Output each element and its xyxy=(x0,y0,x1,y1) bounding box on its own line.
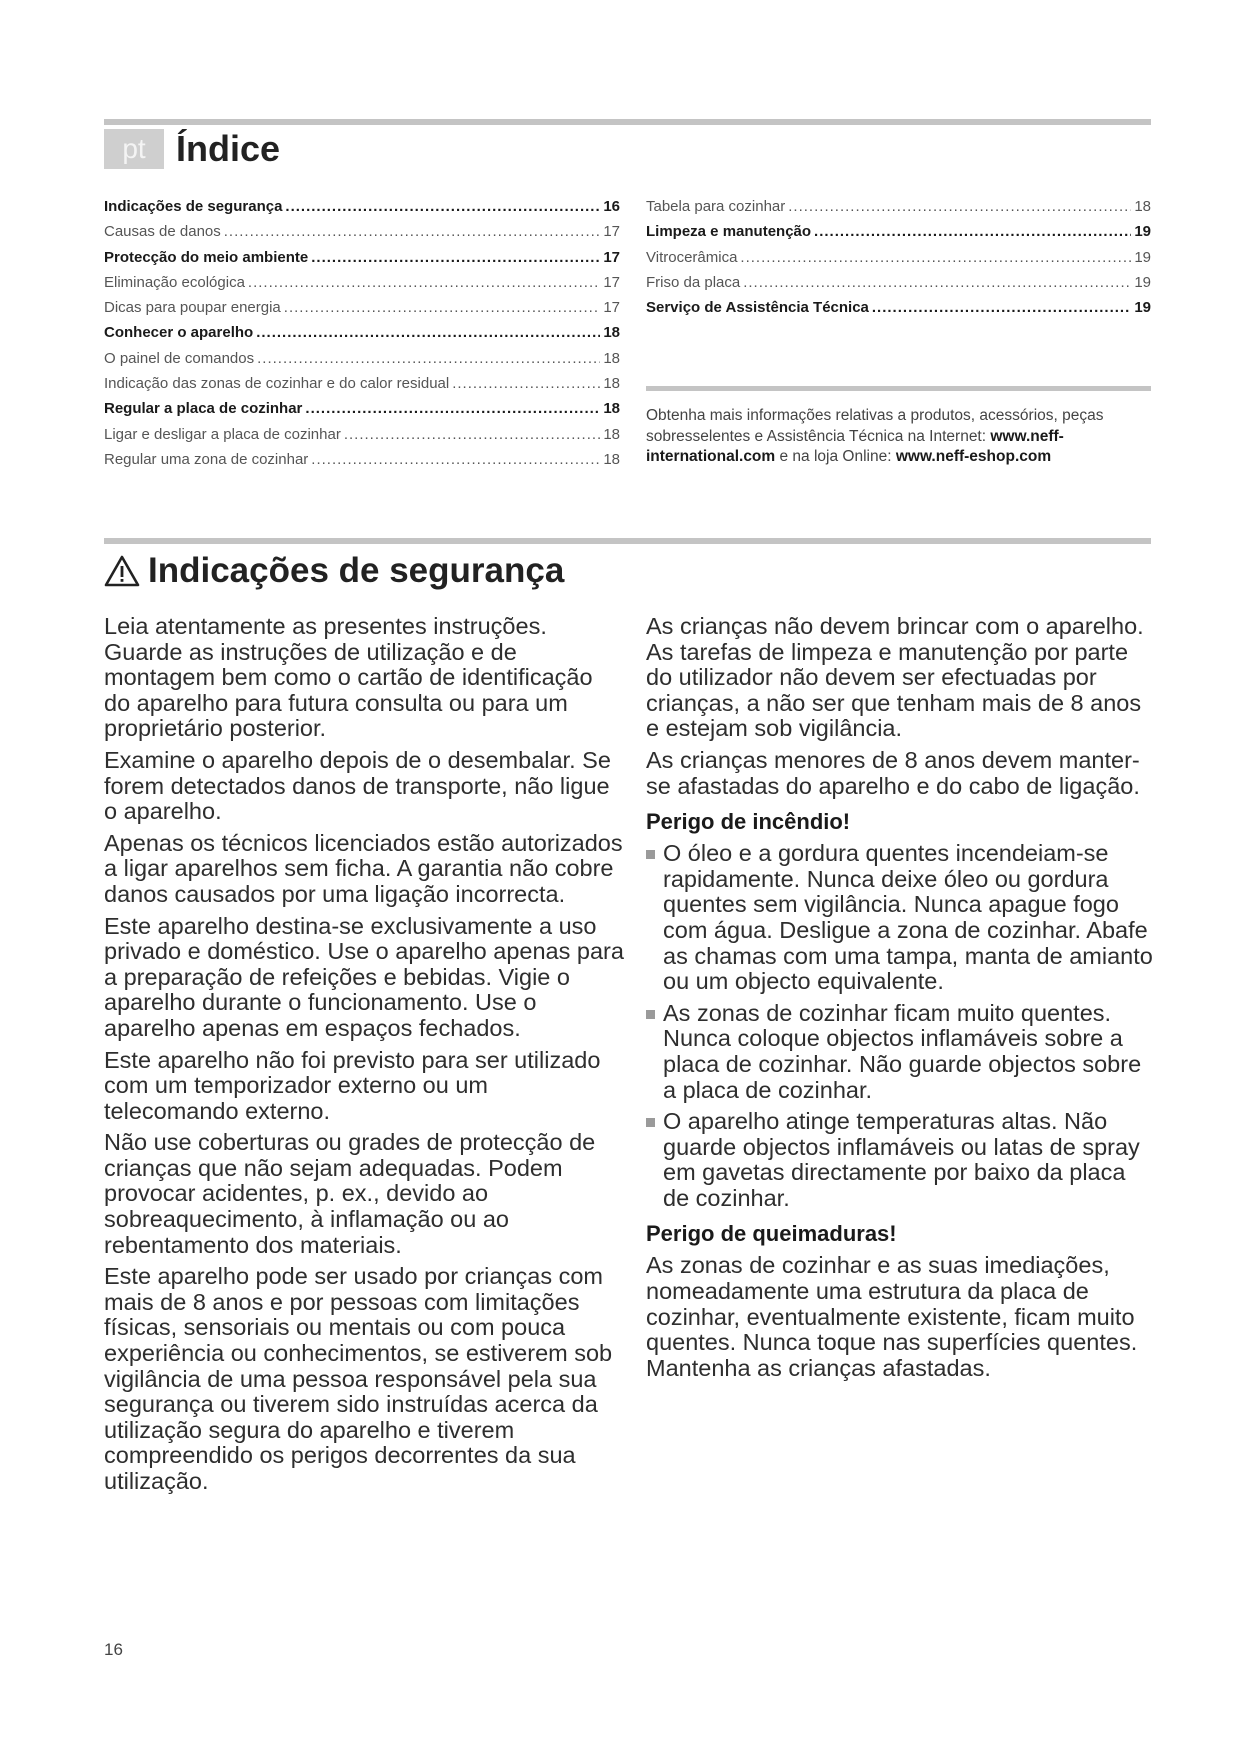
toc-entry[interactable] xyxy=(104,447,620,472)
toc-entry-page: 18 xyxy=(603,450,620,468)
bullet-square-icon xyxy=(646,1118,663,1128)
toc-entry-page: 17 xyxy=(603,273,620,291)
toc-leader-dots xyxy=(311,447,600,472)
info-text-mid: e na loja Online: xyxy=(775,448,892,465)
bullet-item xyxy=(646,1109,1156,1211)
safety-paragraph: Este aparelho não foi previsto para ser utilizado com um temporizador externo ou um telecomando externo. xyxy=(104,1046,601,1124)
bullet-text: O aparelho atinge temperaturas altas. Não guarde objectos inflamáveis ou latas de spray em gavetas directamente por baixo da placa de cozinhar. xyxy=(663,1108,1140,1211)
toc-entry[interactable] xyxy=(104,219,620,244)
toc-entry-label: Ligar e desligar a placa de cozinhar xyxy=(104,425,341,443)
toc-entry-page: 19 xyxy=(1134,273,1151,291)
toc-entry-page: 19 xyxy=(1134,248,1151,266)
info-block xyxy=(646,406,1151,468)
toc-entry-page: 18 xyxy=(603,324,620,342)
toc-entry[interactable] xyxy=(104,320,620,345)
toc-leader-dots xyxy=(814,219,1131,244)
toc-entry-label: Eliminação ecológica xyxy=(104,273,245,291)
toc-entry[interactable] xyxy=(104,346,620,371)
toc-entry-label: Limpeza e manutenção xyxy=(646,223,812,241)
page-number: 16 xyxy=(104,1640,123,1659)
safety-paragraph: Apenas os técnicos licenciados estão autorizados a ligar aparelhos sem ficha. A garantia não cobre danos causados por uma ligação incorrecta. xyxy=(104,829,623,907)
toc-entry[interactable] xyxy=(104,371,620,396)
toc-entry[interactable] xyxy=(104,194,620,219)
toc-leader-dots xyxy=(311,245,600,270)
toc-entry-page: 18 xyxy=(603,375,620,393)
toc-entry-page: 18 xyxy=(1134,198,1151,215)
right-paragraphs xyxy=(646,614,1156,799)
toc-entry-label: Friso da placa xyxy=(646,273,741,291)
toc-entry-page: 19 xyxy=(1134,299,1151,317)
bullet-text: O óleo e a gordura quentes incendeiam-se rapidamente. Nunca deixe óleo ou gordura quentes sem vigilância. Nunca apague fogo com água. Desligue a zona de cozinhar. Abafe as chamas com uma tampa, manta de amianto ou um objecto equivalente. xyxy=(663,840,1153,995)
toc-entry-page: 18 xyxy=(603,425,620,443)
safety-right-column xyxy=(646,614,1156,1387)
safety-paragraph: Este aparelho destina-se exclusivamente a uso privado e doméstico. Use o aparelho apenas para a preparação de refeições e bebidas. Vigie o aparelho durante o funcionamento. Use o aparelho apenas em espaços fechados. xyxy=(104,912,624,1041)
toc-entry[interactable] xyxy=(646,194,1151,219)
toc-entry[interactable] xyxy=(646,245,1151,270)
info-rule xyxy=(646,386,1151,391)
toc-leader-dots xyxy=(284,295,601,320)
eshop-link[interactable]: www.neff-eshop.com xyxy=(895,448,1052,465)
toc-entry-label: O painel de comandos xyxy=(104,349,255,367)
page-title: Índice xyxy=(176,128,281,169)
toc-leader-dots xyxy=(224,219,601,244)
toc-entry-page: 18 xyxy=(603,349,620,367)
burn-danger-paragraph: As zonas de cozinhar e as suas imediações, nomeadamente uma estrutura da placa de cozinhar, eventualmente existente, ficam muito quentes. Nunca toque nas superfícies quentes. Mantenha as crianças afastadas. xyxy=(646,1252,1138,1381)
bullet-square-icon xyxy=(646,850,663,860)
toc-leader-dots xyxy=(257,346,600,371)
toc-entry[interactable] xyxy=(646,295,1151,320)
website-link[interactable]: www.neff-international.com xyxy=(646,427,1064,465)
safety-paragraph: Não use coberturas ou grades de protecção de crianças que não sejam adequadas. Podem provocar acidentes, p. ex., devido ao sobreaquecimento, à inflamação ou ao rebentamento dos materiais. xyxy=(104,1129,596,1258)
toc-entry[interactable] xyxy=(646,270,1151,295)
toc-entry-label: Causas de danos xyxy=(104,223,221,241)
toc-entry[interactable] xyxy=(104,422,620,447)
toc-entry-page: 18 xyxy=(603,400,620,418)
toc-entry-page: 17 xyxy=(603,248,620,266)
safety-paragraph: Examine o aparelho depois de o desembalar. Se forem detectados danos de transporte, não ligue o aparelho. xyxy=(104,746,611,825)
burn-danger-heading: Perigo de queimaduras! xyxy=(646,1221,897,1247)
toc-leader-dots xyxy=(743,270,1131,295)
section-heading xyxy=(104,546,564,596)
bullet-item xyxy=(646,1001,1156,1103)
safety-paragraph: Leia atentamente as presentes instruções. Guarde as instruções de utilização e de montagem bem como o cartão de identificação do aparelho para futura consulta ou para um proprietário posterior. xyxy=(104,613,593,742)
safety-paragraph: As crianças não devem brincar com o aparelho. As tarefas de limpeza e manutenção por parte do utilizador não devem ser efectuadas por crianças, a não ser que tenham mais de 8 anos e estejam sob vigilância. xyxy=(646,613,1144,742)
toc-right-column xyxy=(646,194,1151,320)
toc-entry-page: 16 xyxy=(603,198,620,215)
toc-leader-dots xyxy=(305,396,600,421)
toc-leader-dots xyxy=(256,320,600,345)
toc-entry-label: Indicações de segurança xyxy=(104,198,283,215)
fire-danger-list xyxy=(646,841,1156,1211)
toc-entry-page: 17 xyxy=(603,299,620,317)
toc-entry-page: 19 xyxy=(1134,223,1151,241)
toc-entry-label: Conhecer o aparelho xyxy=(104,324,254,342)
toc-left-column xyxy=(104,194,620,472)
toc-entry-label: Dicas para poupar energia xyxy=(104,299,281,317)
toc-leader-dots xyxy=(285,194,600,219)
toc-leader-dots xyxy=(248,270,600,295)
fire-danger-heading: Perigo de incêndio! xyxy=(646,809,851,835)
bullet-square-icon xyxy=(646,1010,663,1020)
toc-entry-label: Serviço de Assistência Técnica xyxy=(646,299,869,317)
bullet-text: As zonas de cozinhar ficam muito quentes. Nunca coloque objectos inflamáveis sobre a placa de cozinhar. Não guarde objectos sobre a placa de cozinhar. xyxy=(663,999,1142,1103)
toc-leader-dots xyxy=(344,422,600,447)
toc-leader-dots xyxy=(740,245,1131,270)
bullet-item xyxy=(646,841,1156,995)
section-heading-text: Indicações de segurança xyxy=(148,551,565,590)
toc-entry-label: Indicação das zonas de cozinhar e do calor residual xyxy=(104,375,450,393)
toc-entry-page: 17 xyxy=(603,223,620,241)
toc-entry-label: Regular uma zona de cozinhar xyxy=(104,450,309,468)
toc-leader-dots xyxy=(452,371,600,396)
toc-entry[interactable] xyxy=(104,396,620,421)
toc-entry[interactable] xyxy=(104,295,620,320)
safety-paragraph: As crianças menores de 8 anos devem manter-se afastadas do aparelho e do cabo de ligação. xyxy=(646,746,1140,799)
toc-entry-label: Vitrocerâmica xyxy=(646,248,738,266)
toc-leader-dots xyxy=(788,194,1131,219)
section-rule xyxy=(104,538,1151,544)
toc-leader-dots xyxy=(872,295,1131,320)
toc-entry-label: Regular a placa de cozinhar xyxy=(104,400,303,418)
toc-entry[interactable] xyxy=(104,245,620,270)
safety-paragraph: Este aparelho pode ser usado por crianças com mais de 8 anos e por pessoas com limitações físicas, sensoriais ou mentais ou com pouca experiência ou conhecimentos, se estiverem sob vigilância de uma pessoa responsável pela sua segurança ou tiverem sido instruídas acerca da utilização segura do aparelho e tiverem compreendido os perigos decorrentes da sua utilização. xyxy=(104,1263,613,1494)
toc-entry[interactable] xyxy=(646,219,1151,244)
toc-entry-label: Protecção do meio ambiente xyxy=(104,248,309,266)
info-text: Obtenha mais informações relativas a produtos, acessórios, peças sobresselentes e Assistência Técnica na Internet: xyxy=(646,407,1104,445)
toc-entry[interactable] xyxy=(104,270,620,295)
warning-icon xyxy=(104,554,140,588)
language-badge: pt xyxy=(104,129,164,169)
toc-entry-label: Tabela para cozinhar xyxy=(646,198,786,215)
safety-left-column xyxy=(104,614,624,1501)
